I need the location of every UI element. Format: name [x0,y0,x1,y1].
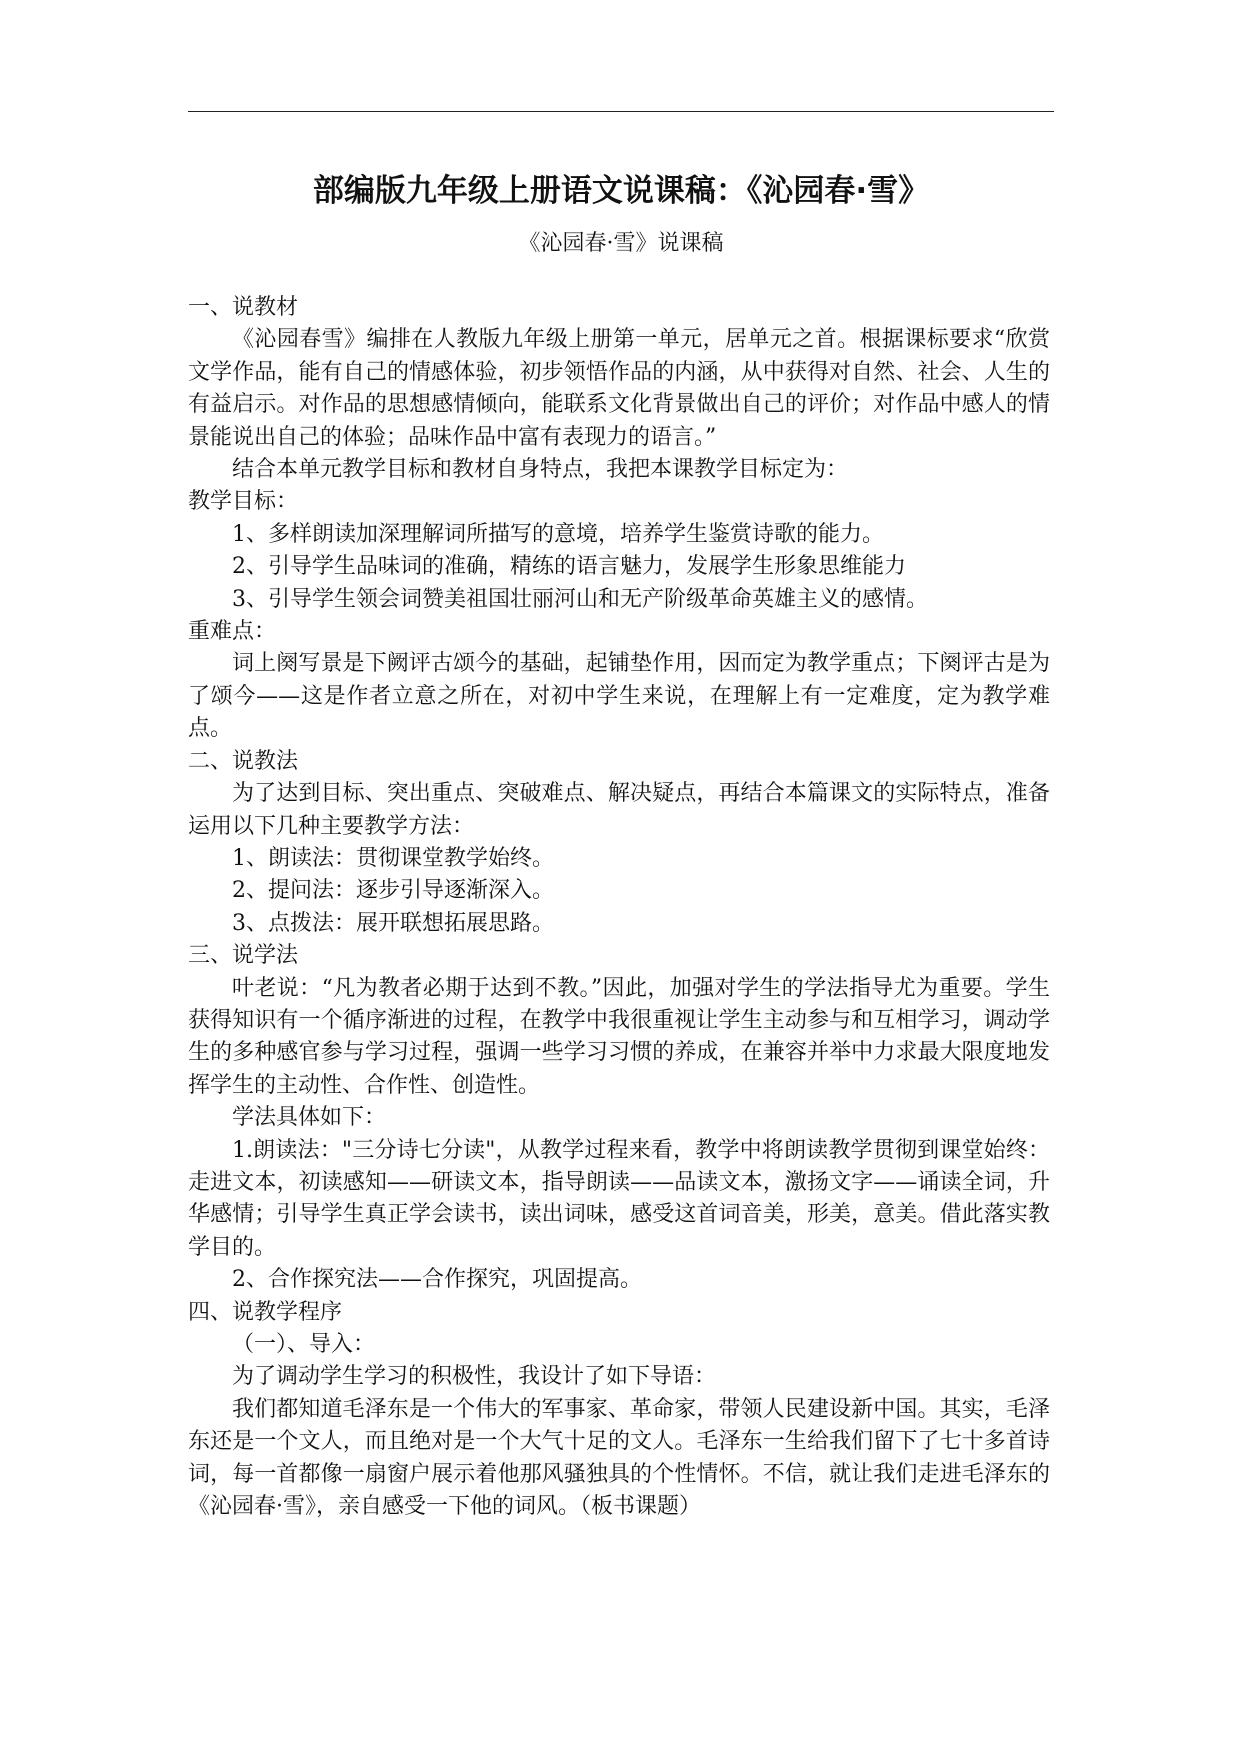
section-heading-4: 四、说教学程序 [188,1299,343,1325]
body-paragraph: 词上阕写景是下阙评古颂今的基础，起铺垫作用，因而定为教学重点；下阕评古是为了颂今——这是作者立意之所在，对初中学生来说，在理解上有一定难度，定为教学难点。 [188,651,1050,742]
body-paragraph: 《沁园春雪》编排在人教版九年级上册第一单元，居单元之首。根据课标要求“欣赏文学作品，能有自己的情感体验，初步领悟作品的内涵，从中获得对自然、社会、人生的有益启示。对作品的思想感情倾向，能联系文化背景做出自己的评价；对作品中感人的情景能说出自己的体验；品味作品中富有表现力的语言。” [188,327,1050,450]
list-item: 1.朗读法："三分诗七分读"，从教学过程来看，教学中将朗读教学贯彻到课堂始终：走进文本，初读感知——研读文本，指导朗读——品读文本，激扬文字——诵读全词，升华感情；引导学生真正学会读书，读出词味，感受这首词音美，形美，意美。借此落实教学目的。 [188,1137,1050,1260]
subheading-objectives: 教学目标： [188,489,299,515]
list-item: 1、朗读法：贯彻课堂教学始终。 [232,845,554,871]
document-body [188,292,1050,1523]
subheading-key-points: 重难点： [188,619,277,645]
list-item: 2、合作探究法——合作探究，巩固提高。 [232,1267,642,1293]
list-item: 3、点拨法：展开联想拓展思路。 [232,910,554,936]
body-paragraph: 我们都知道毛泽东是一个伟大的军事家、革命家，带领人民建设新中国。其实，毛泽东还是一个文人，而且绝对是一个大气十足的文人。毛泽东一生给我们留下了七十多首诗词，每一首都像一扇窗户展示着他那风骚独具的个性情怀。不信，就让我们走进毛泽东的《沁园春·雪》，亲自感受一下他的词风。（板书课题） [188,1396,1050,1520]
section-heading-2: 二、说教法 [188,748,299,774]
body-paragraph: 结合本单元教学目标和教材自身特点，我把本课教学目标定为： [232,457,849,483]
section-heading-3: 三、说学法 [188,943,299,969]
document-title: 部编版九年级上册语文说课稿：《沁园春·雪》 [312,173,930,209]
list-item: 2、提问法：逐步引导逐渐深入。 [232,878,554,904]
list-item: 3、引导学生领会词赞美祖国壮丽河山和无产阶级革命英雄主义的感情。 [232,586,928,612]
list-item: 2、引导学生品味词的准确，精练的语言魅力，发展学生形象思维能力 [232,554,906,580]
body-paragraph: 学法具体如下： [232,1105,387,1131]
document-subtitle: 《沁园春·雪》说课稿 [518,231,724,256]
list-item: 1、多样朗读加深理解词所描写的意境，培养学生鉴赏诗歌的能力。 [232,521,884,547]
subheading-intro: （一）、导入： [232,1332,376,1357]
body-paragraph: 为了达到目标、突出重点、突破难点、解决疑点，再结合本篇课文的实际特点，准备运用以下几种主要教学方法： [188,781,1050,839]
section-heading-1: 一、说教材 [188,295,299,320]
header-rule [188,111,1054,112]
body-paragraph: 叶老说：“凡为教者必期于达到不教。”因此，加强对学生的学法指导尤为重要。学生获得知识有一个循序渐进的过程，在教学中我很重视让学生主动参与和互相学习，调动学生的多种感官参与学习过程，强调一些学习习惯的养成，在兼容并举中力求最大限度地发挥学生的主动性、合作性、创造性。 [188,975,1050,1098]
body-paragraph: 为了调动学生学习的积极性，我设计了如下导语： [232,1364,717,1390]
